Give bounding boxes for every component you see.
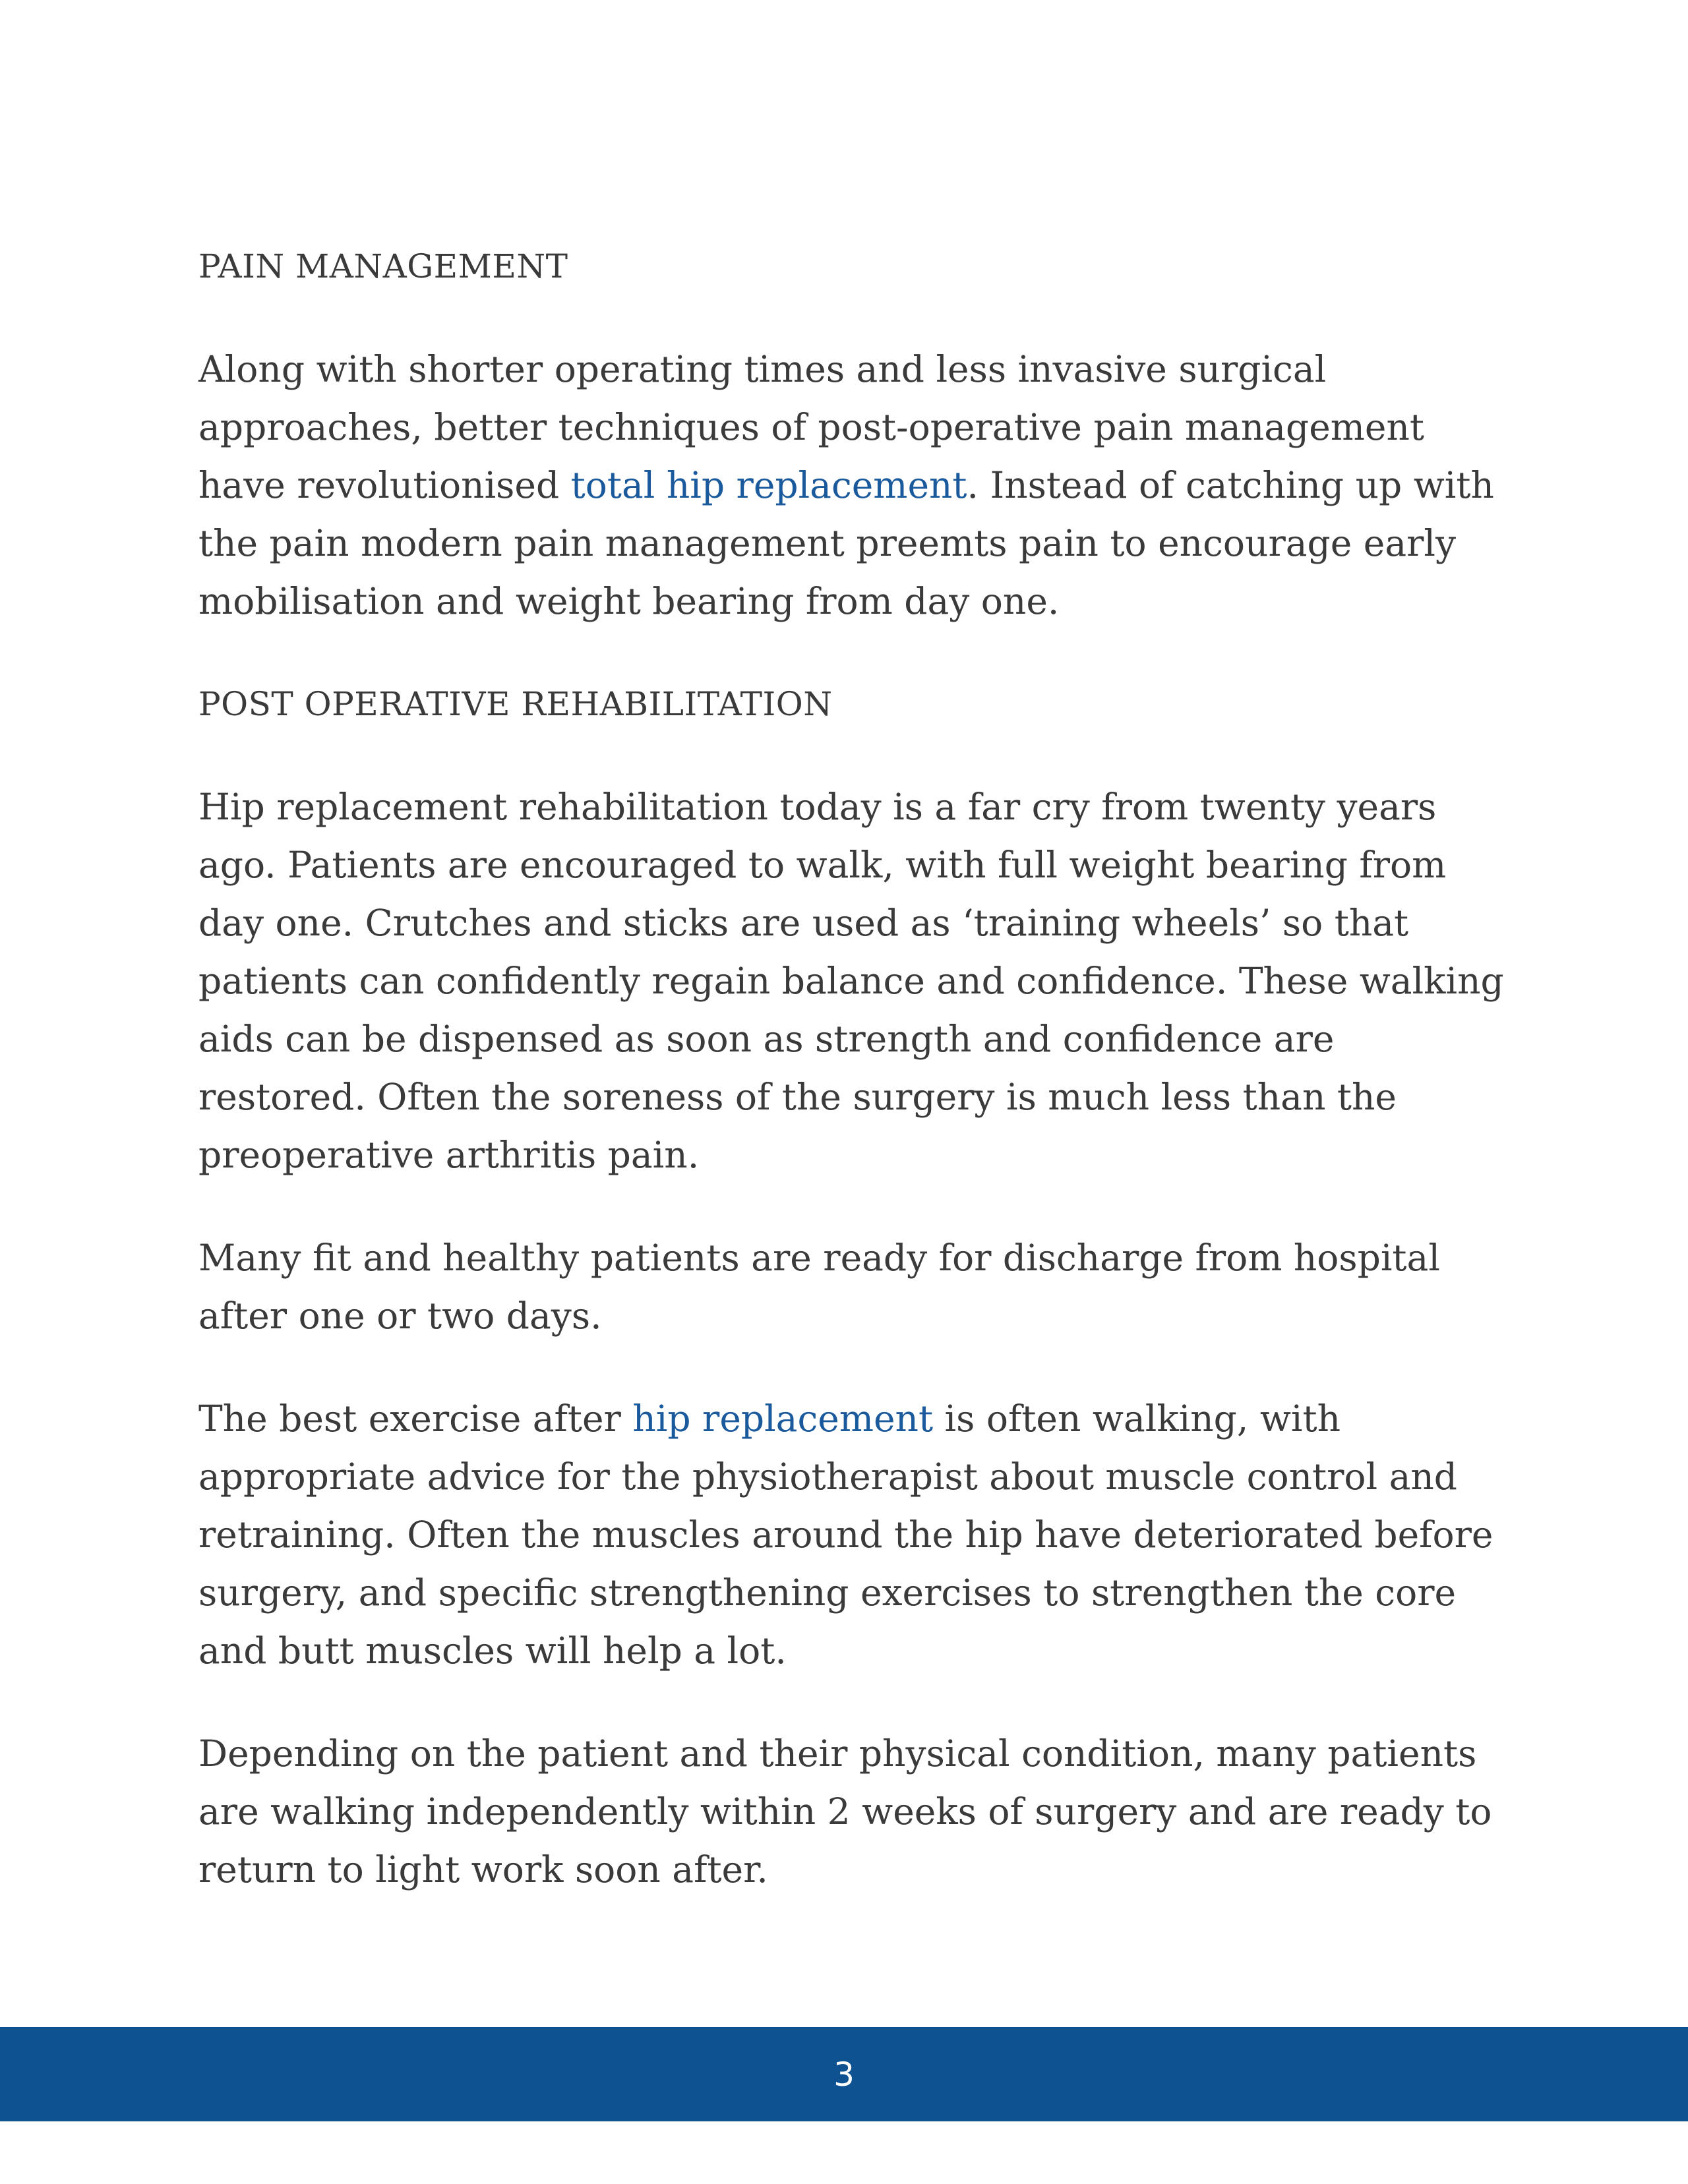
page-number: 3 (833, 2055, 855, 2094)
post-operative-rehabilitation-heading: POST OPERATIVE REHABILITATION (198, 685, 833, 723)
paragraph-text: is often walking, with appropriate advice for the physiotherapist about muscle control and retraining. Often the muscles around the hip have deteriorated before surgery, and specific strengthening exercises to strengthen the core and butt muscles will help a lot. (198, 1398, 1493, 1672)
rehabilitation-paragraph-1: Hip replacement rehabilitation today is a far cry from twenty years ago. Patients are encouraged to walk, with full weight bearing from day one. Crutches and sticks are used as ‘training wheels’ so that patients can confidently regain balance and confidence. These walking aids can be dispensed as soon as strength and confidence are restored. Often the soreness of the surgery is much less than the preoperative arthritis pain. (198, 786, 1504, 1176)
footer-bar (0, 2027, 1688, 2121)
paragraph-text: The best exercise after (198, 1398, 633, 1440)
total-hip-replacement-link[interactable]: total hip replacement (570, 464, 967, 506)
hip-replacement-link[interactable]: hip replacement (632, 1398, 934, 1440)
paragraph-text: . Instead of catching up with the pain modern pain management preemts pain to encourage early mobilisation and weight bearing from day one. (198, 464, 1494, 622)
pain-management-heading: PAIN MANAGEMENT (198, 247, 568, 285)
rehabilitation-paragraph-3 (198, 1390, 1504, 1680)
rehabilitation-paragraph-2: Many fit and healthy patients are ready for discharge from hospital after one or two days. (198, 1237, 1440, 1337)
rehabilitation-paragraph-4: Depending on the patient and their physical condition, many patients are walking independently within 2 weeks of surgery and are ready to return to light work soon after. (198, 1732, 1492, 1891)
page-content (198, 237, 1504, 1943)
pain-management-paragraph (198, 340, 1504, 630)
paragraph-text: Along with shorter operating times and less invasive surgical approaches, better techniques of post-operative pain management have revolutionised (198, 348, 1424, 506)
